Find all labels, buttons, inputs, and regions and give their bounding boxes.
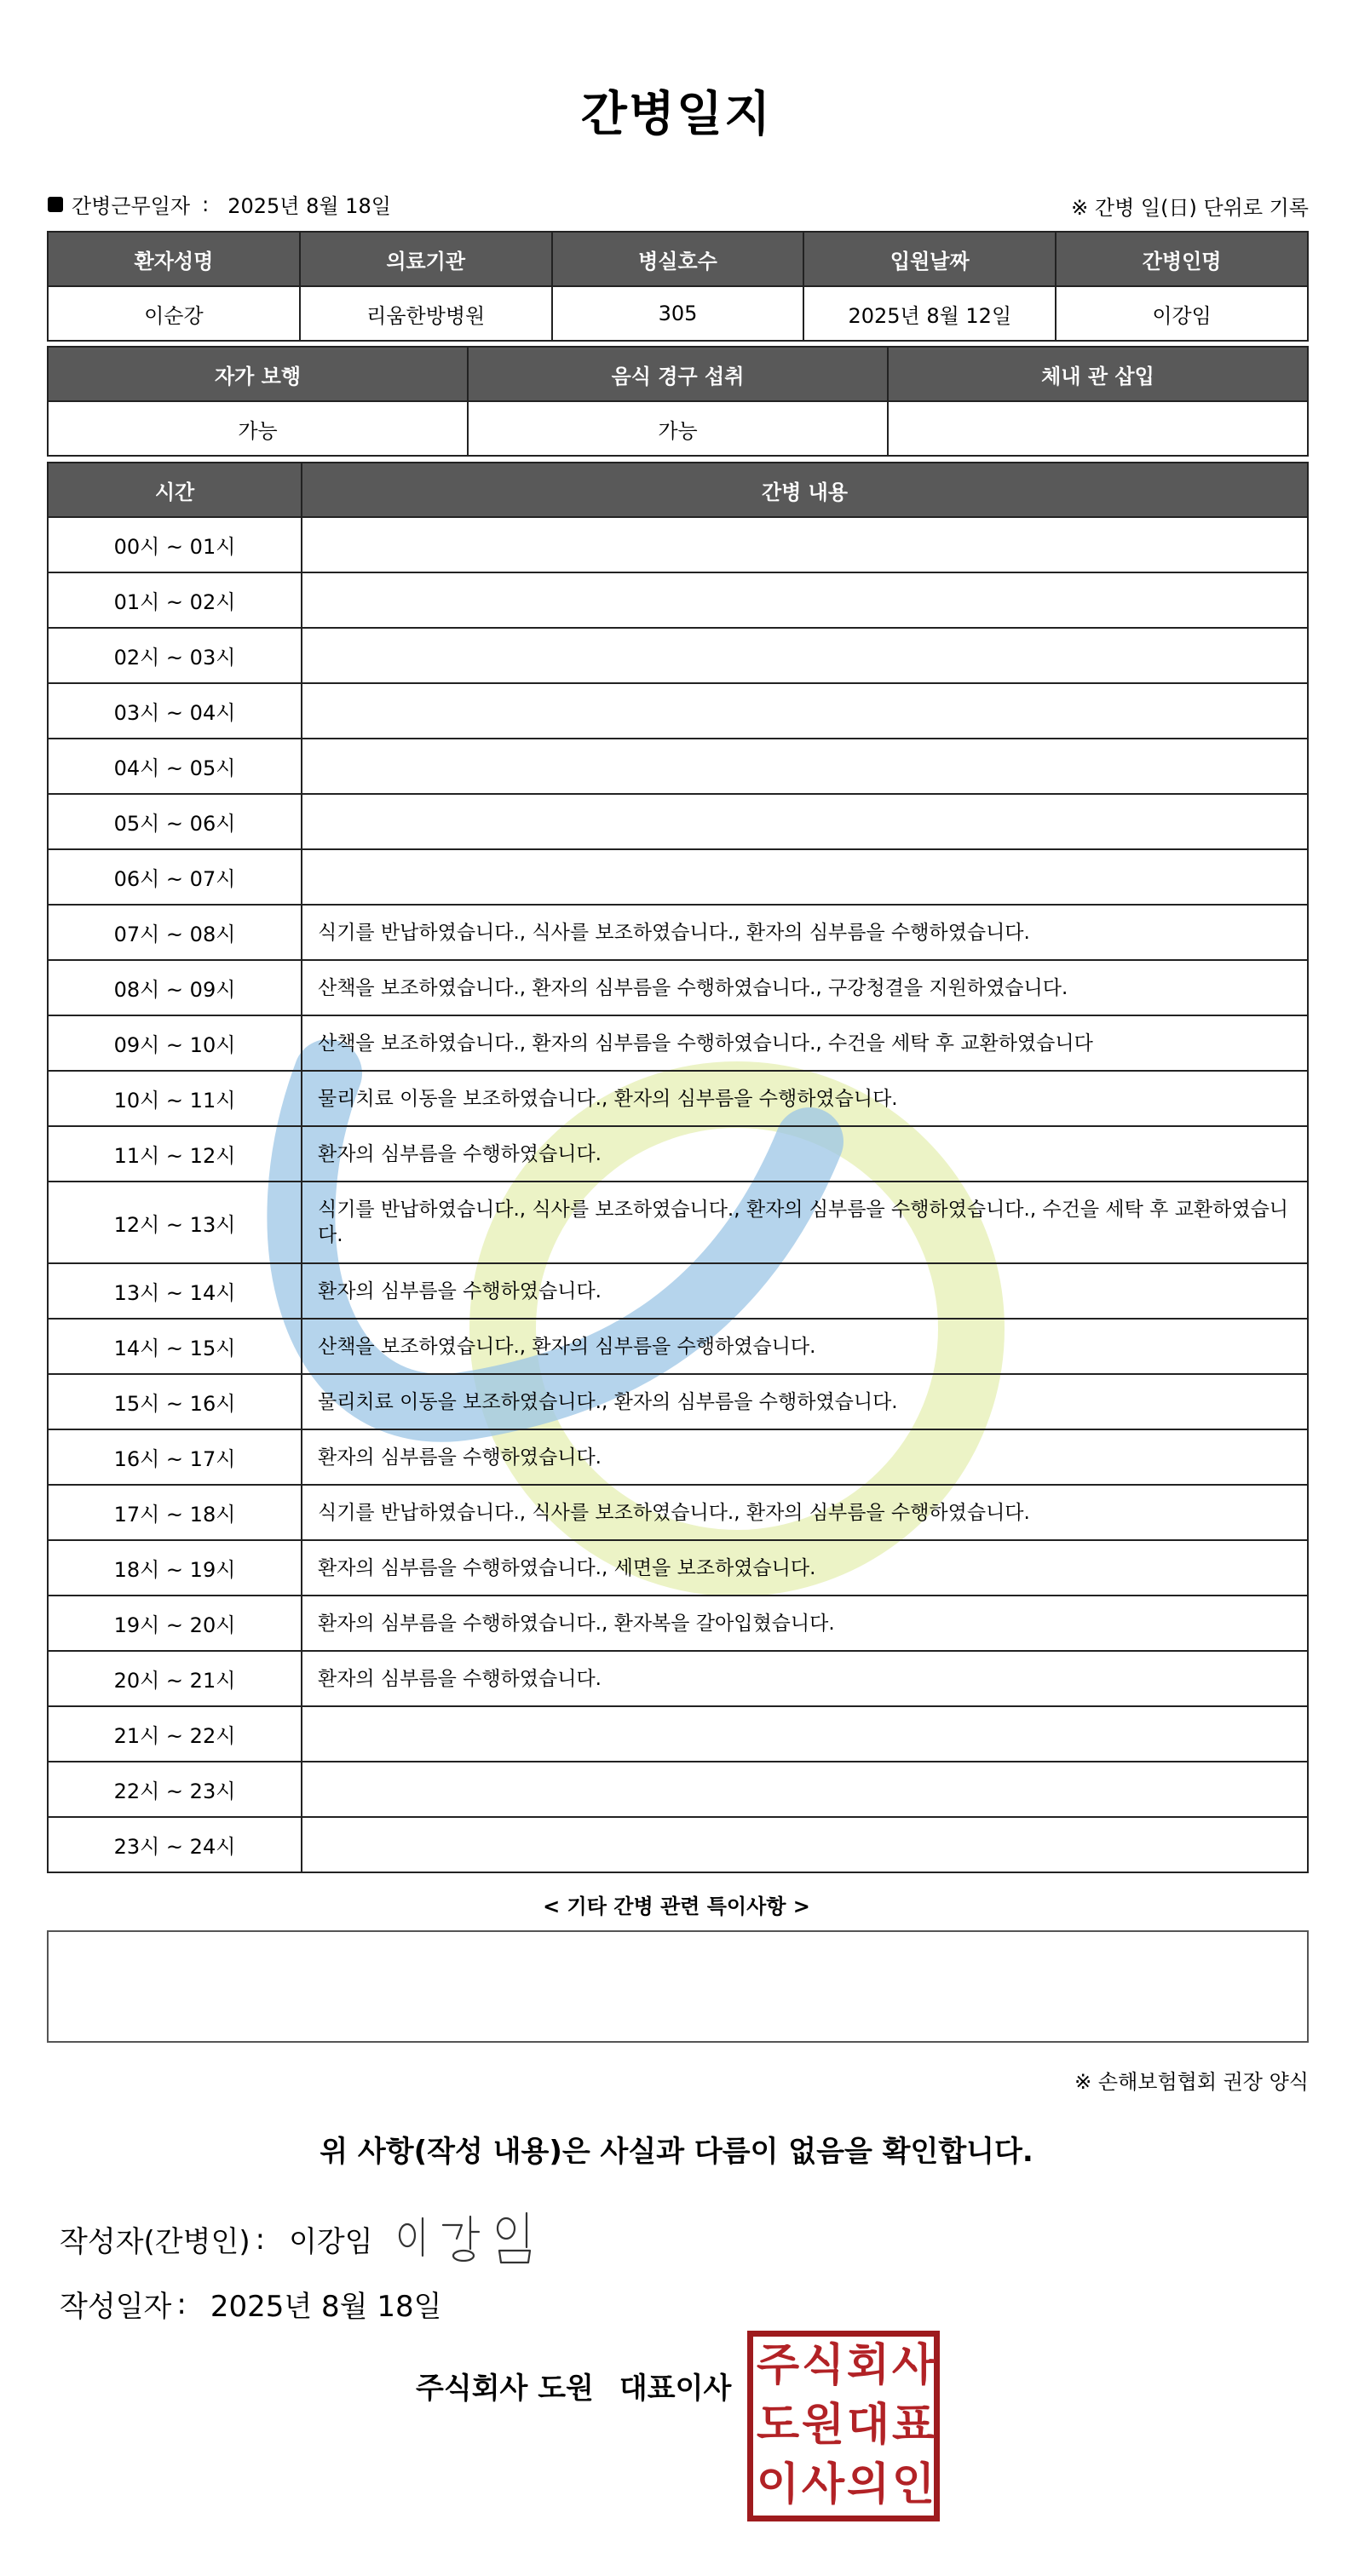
care-content (302, 739, 1308, 794)
self-walking-value: 가능 (48, 401, 468, 456)
table-row (48, 960, 1308, 1015)
care-content: 식기를 반납하였습니다., 식사를 보조하였습니다., 환자의 심부름을 수행하였습니다. (302, 905, 1308, 960)
care-content (302, 849, 1308, 905)
header-caregiver-name: 간병인명 (1056, 232, 1308, 286)
time-slot: 14시 ~ 15시 (48, 1319, 302, 1374)
company-seal (747, 2331, 940, 2521)
table-row (48, 1429, 1308, 1485)
table-row (48, 849, 1308, 905)
time-slot: 15시 ~ 16시 (48, 1374, 302, 1429)
writer-row (60, 2218, 373, 2260)
care-content: 산책을 보조하였습니다., 환자의 심부름을 수행하였습니다., 수건을 세탁 후 교환하였습니다 (302, 1015, 1308, 1071)
tube-insertion-value (888, 401, 1308, 456)
time-slot: 13시 ~ 14시 (48, 1263, 302, 1319)
care-content (302, 683, 1308, 739)
header-room-number: 병실호수 (552, 232, 804, 286)
care-content (302, 1817, 1308, 1872)
table-row (48, 1015, 1308, 1071)
time-slot: 10시 ~ 11시 (48, 1071, 302, 1126)
patient-name: 이순강 (48, 286, 300, 341)
seal-glyph: 의 (846, 2459, 890, 2510)
care-content: 물리치료 이동을 보조하였습니다., 환자의 심부름을 수행하였습니다. (302, 1374, 1308, 1429)
table-row (48, 739, 1308, 794)
header-time: 시간 (48, 463, 302, 517)
care-content: 산책을 보조하였습니다., 환자의 심부름을 수행하였습니다., 구강청결을 지원하였습니다. (302, 960, 1308, 1015)
care-content (302, 1762, 1308, 1817)
time-slot: 17시 ~ 18시 (48, 1485, 302, 1540)
table-row (48, 517, 1308, 572)
admission-date: 2025년 8월 12일 (803, 286, 1056, 341)
time-slot: 08시 ~ 09시 (48, 960, 302, 1015)
care-content (302, 1706, 1308, 1762)
care-content: 환자의 심부름을 수행하였습니다. (302, 1263, 1308, 1319)
writer-colon: : (255, 2222, 266, 2257)
time-slot: 02시 ~ 03시 (48, 628, 302, 683)
confirmation-statement: 위 사항(작성 내용)은 사실과 다름이 없음을 확인합니다. (320, 2135, 1033, 2169)
record-unit-note: ※ 간병 일(日) 단위로 기록 (1071, 196, 1309, 220)
care-content (302, 572, 1308, 628)
time-slot: 12시 ~ 13시 (48, 1182, 302, 1263)
time-slot: 04시 ~ 05시 (48, 739, 302, 794)
header-hospital: 의료기관 (300, 232, 552, 286)
patient-info-table (47, 231, 1309, 342)
header-care-content: 간병 내용 (302, 463, 1308, 517)
form-source-note: ※ 손해보험협회 권장 양식 (1074, 2070, 1309, 2094)
time-slot: 06시 ~ 07시 (48, 849, 302, 905)
writer-name: 이강임 (289, 2225, 373, 2259)
header-admission-date: 입원날짜 (803, 232, 1056, 286)
table-row (48, 1762, 1308, 1817)
time-slot: 18시 ~ 19시 (48, 1540, 302, 1596)
seal-glyph: 도 (756, 2400, 800, 2451)
seal-glyph: 이 (756, 2459, 800, 2510)
table-row (48, 1126, 1308, 1182)
room-number: 305 (552, 286, 804, 341)
table-row (48, 794, 1308, 849)
care-content: 환자의 심부름을 수행하였습니다., 환자복을 갈아입혔습니다. (302, 1596, 1308, 1651)
written-date-row (60, 2283, 441, 2325)
work-date-value: 2025년 8월 18일 (227, 194, 391, 218)
time-slot: 01시 ~ 02시 (48, 572, 302, 628)
time-slot: 00시 ~ 01시 (48, 517, 302, 572)
table-row (48, 905, 1308, 960)
patient-ability-table (47, 346, 1309, 457)
seal-glyph: 회 (846, 2340, 890, 2391)
company-representative: 대표이사 (619, 2372, 732, 2406)
time-slot: 03시 ~ 04시 (48, 683, 302, 739)
table-row (48, 1651, 1308, 1706)
table-row (48, 572, 1308, 628)
header-self-walking: 자가 보행 (48, 347, 468, 401)
work-date-colon: : (202, 192, 210, 216)
time-slot: 22시 ~ 23시 (48, 1762, 302, 1817)
time-slot: 19시 ~ 20시 (48, 1596, 302, 1651)
table-row (48, 1182, 1308, 1263)
square-bullet-icon (48, 197, 63, 212)
care-content: 식기를 반납하였습니다., 식사를 보조하였습니다., 환자의 심부름을 수행하였습니다., 수건을 세탁 후 교환하였습니다. (302, 1182, 1308, 1263)
care-content: 환자의 심부름을 수행하였습니다., 세면을 보조하였습니다. (302, 1540, 1308, 1596)
time-slot: 11시 ~ 12시 (48, 1126, 302, 1182)
notes-box (47, 1930, 1309, 2043)
table-row (48, 1706, 1308, 1762)
time-slot: 07시 ~ 08시 (48, 905, 302, 960)
seal-glyph: 표 (891, 2400, 936, 2451)
care-content: 물리치료 이동을 보조하였습니다., 환자의 심부름을 수행하였습니다. (302, 1071, 1308, 1126)
notes-title: < 기타 간병 관련 특이사항 > (543, 1895, 810, 1918)
time-slot: 05시 ~ 06시 (48, 794, 302, 849)
caregiver-name: 이강임 (1056, 286, 1308, 341)
oral-intake-value: 가능 (468, 401, 888, 456)
care-content: 환자의 심부름을 수행하였습니다. (302, 1126, 1308, 1182)
header-oral-intake: 음식 경구 섭취 (468, 347, 888, 401)
written-date-value: 2025년 8월 18일 (210, 2290, 442, 2324)
writer-label: 작성자(간병인) (60, 2225, 250, 2259)
table-row (48, 1540, 1308, 1596)
time-slot: 23시 ~ 24시 (48, 1817, 302, 1872)
seal-glyph: 주 (756, 2340, 800, 2391)
time-slot: 16시 ~ 17시 (48, 1429, 302, 1485)
care-content: 환자의 심부름을 수행하였습니다. (302, 1651, 1308, 1706)
handwritten-signature (394, 2206, 556, 2266)
care-content: 식기를 반납하였습니다., 식사를 보조하였습니다., 환자의 심부름을 수행하였습니다. (302, 1485, 1308, 1540)
seal-glyph: 인 (891, 2459, 936, 2510)
seal-glyph: 사 (891, 2340, 936, 2391)
hospital-name: 리움한방병원 (300, 286, 552, 341)
written-date-label: 작성일자 (60, 2290, 172, 2324)
care-log-table (47, 462, 1309, 1873)
header-patient-name: 환자성명 (48, 232, 300, 286)
table-row (48, 1485, 1308, 1540)
seal-glyph: 사 (801, 2459, 845, 2510)
table-row (48, 1263, 1308, 1319)
time-slot: 21시 ~ 22시 (48, 1706, 302, 1762)
table-row (48, 1596, 1308, 1651)
company-name: 주식회사 도원 (416, 2372, 594, 2406)
company-line (416, 2365, 731, 2406)
time-slot: 09시 ~ 10시 (48, 1015, 302, 1071)
work-date-row (48, 189, 391, 219)
care-content: 산책을 보조하였습니다., 환자의 심부름을 수행하였습니다. (302, 1319, 1308, 1374)
seal-glyph: 원 (801, 2400, 845, 2451)
table-row (48, 1319, 1308, 1374)
header-tube-insertion: 체내 관 삽입 (888, 347, 1308, 401)
seal-glyph: 대 (846, 2400, 890, 2451)
page-title: 간병일지 (580, 87, 773, 142)
care-log-rows (48, 517, 1308, 1872)
time-slot: 20시 ~ 21시 (48, 1651, 302, 1706)
table-row (48, 683, 1308, 739)
seal-glyph: 식 (801, 2340, 845, 2391)
care-content (302, 794, 1308, 849)
table-row (48, 1374, 1308, 1429)
care-content: 환자의 심부름을 수행하였습니다. (302, 1429, 1308, 1485)
table-row (48, 1817, 1308, 1872)
written-date-colon: : (176, 2286, 187, 2321)
care-content (302, 628, 1308, 683)
table-row (48, 628, 1308, 683)
table-row (48, 1071, 1308, 1126)
work-date-label: 간병근무일자 (72, 194, 191, 218)
care-content (302, 517, 1308, 572)
